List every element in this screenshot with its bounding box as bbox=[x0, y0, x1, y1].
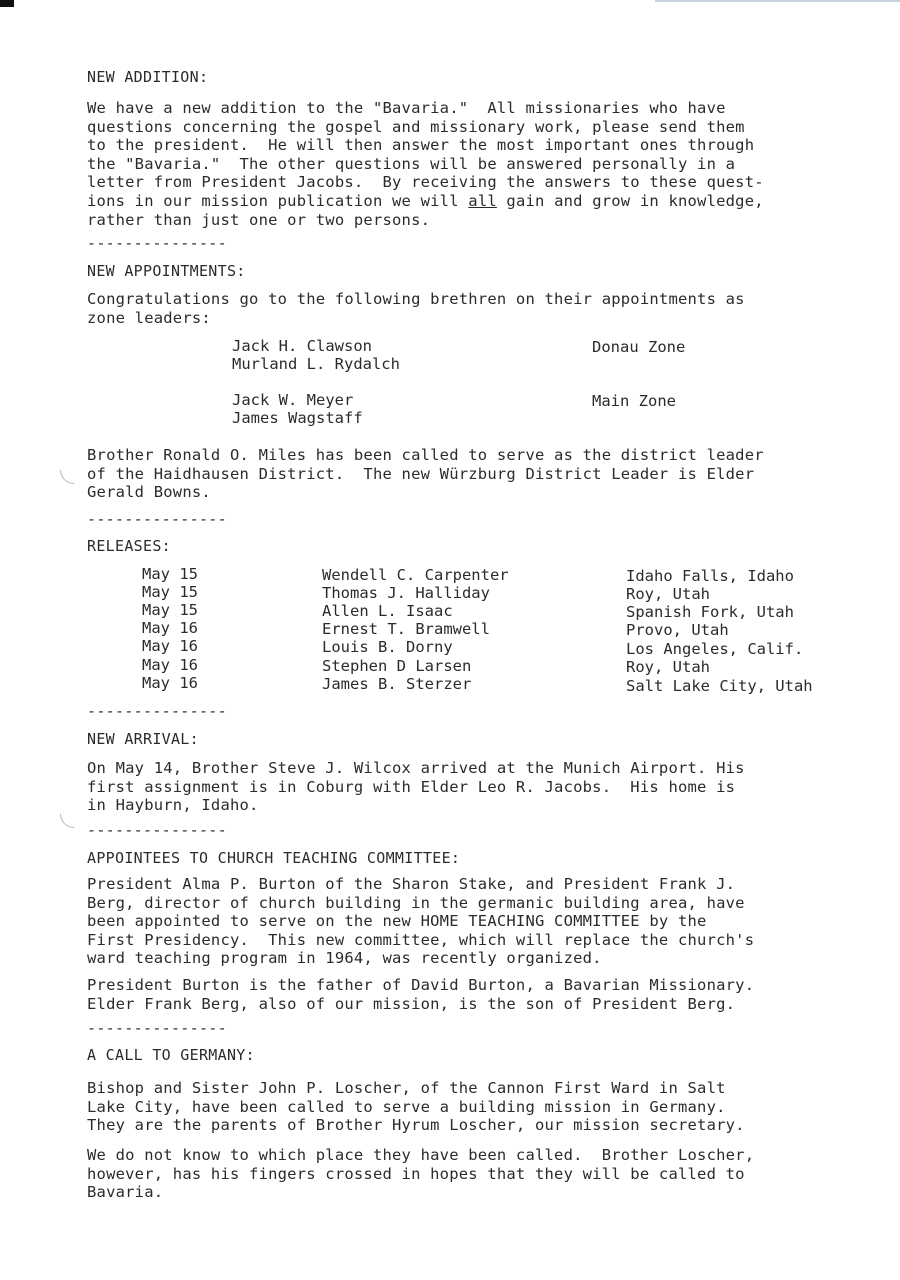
section-committee bbox=[87, 849, 877, 868]
section-new-addition bbox=[87, 68, 877, 87]
release-name: Ernest T. Bramwell bbox=[322, 620, 490, 638]
section-new-arrival bbox=[87, 730, 877, 749]
release-date: May 16 bbox=[142, 637, 198, 655]
text-line: We have a new addition to the "Bavaria." All missionaries who have bbox=[87, 99, 726, 117]
release-name: Wendell C. Carpenter bbox=[322, 566, 509, 584]
text-fragment: ions in our mission publication we will bbox=[87, 191, 469, 210]
zone-leader-name: Murland L. Rydalch bbox=[232, 355, 400, 373]
text-line: Bishop and Sister John P. Loscher, of the Cannon First Ward in Salt bbox=[87, 1079, 726, 1097]
text-line: however, has his fingers crossed in hopes that they will be called to bbox=[87, 1164, 745, 1183]
text-line: the "Bavaria." The other questions will be answered personally in a bbox=[87, 154, 736, 173]
text-line: They are the parents of Brother Hyrum Loscher, our mission secretary. bbox=[87, 1116, 745, 1135]
release-name: Allen L. Isaac bbox=[322, 602, 453, 620]
section-heading: NEW ARRIVAL: bbox=[87, 730, 199, 748]
text-line: Brother Ronald O. Miles has been called to serve as the district leader bbox=[87, 446, 764, 464]
release-date: May 15 bbox=[142, 583, 198, 601]
text-line: Lake City, have been called to serve a building mission in Germany. bbox=[87, 1097, 726, 1116]
release-name: James B. Sterzer bbox=[322, 675, 472, 693]
text-line: President Burton is the father of David Burton, a Bavarian Missionary. bbox=[87, 976, 755, 994]
release-home: Roy, Utah bbox=[626, 585, 710, 603]
text-line: ward teaching program in 1964, was recently organized. bbox=[87, 949, 602, 968]
release-date: May 16 bbox=[142, 656, 198, 674]
text-line: letter from President Jacobs. By receiving the answers to these quest- bbox=[87, 173, 764, 192]
section-new-appointments bbox=[87, 262, 877, 281]
zone-leader-name: James Wagstaff bbox=[232, 409, 363, 427]
section-heading: APPOINTEES TO CHURCH TEACHING COMMITTEE: bbox=[87, 849, 461, 867]
zone-name: Donau Zone bbox=[592, 338, 686, 356]
text-line: President Alma P. Burton of the Sharon Stake, and President Frank J. bbox=[87, 875, 736, 893]
release-home: Provo, Utah bbox=[626, 621, 729, 639]
scan-corner-mark bbox=[0, 0, 14, 7]
release-home: Idaho Falls, Idaho bbox=[626, 567, 794, 585]
appointments-intro bbox=[87, 290, 877, 327]
separator-line: --------------- bbox=[87, 821, 227, 839]
underlined-word: all bbox=[468, 191, 497, 210]
section-call-to-germany bbox=[87, 1046, 877, 1065]
text-line: zone leaders: bbox=[87, 308, 211, 327]
text-line: been appointed to serve on the new HOME TEACHING COMMITTEE by the bbox=[87, 912, 707, 931]
section-heading: RELEASES: bbox=[87, 537, 171, 555]
text-line: of the Haidhausen District. The new Würzburg District Leader is Elder bbox=[87, 464, 755, 483]
text-line: Congratulations go to the following brethren on their appointments as bbox=[87, 290, 745, 308]
section-heading: A CALL TO GERMANY: bbox=[87, 1046, 255, 1064]
text-line: We do not know to which place they have been called. Brother Loscher, bbox=[87, 1146, 755, 1164]
release-home: Salt Lake City, Utah bbox=[626, 677, 813, 695]
text-line: Elder Frank Berg, also of our mission, is the son of President Berg. bbox=[87, 994, 736, 1013]
release-date: May 16 bbox=[142, 674, 198, 692]
release-home: Spanish Fork, Utah bbox=[626, 603, 794, 621]
call-paragraph-2 bbox=[87, 1146, 877, 1202]
new-addition-paragraph bbox=[87, 99, 877, 229]
call-paragraph-1 bbox=[87, 1079, 877, 1135]
release-name: Thomas J. Halliday bbox=[322, 584, 490, 602]
committee-paragraph-1 bbox=[87, 875, 877, 968]
release-home: Los Angeles, Calif. bbox=[626, 640, 804, 658]
text-line: rather than just one or two persons. bbox=[87, 210, 431, 229]
text-fragment: gain and grow in knowledge, bbox=[496, 191, 764, 210]
release-home: Roy, Utah bbox=[626, 658, 710, 676]
release-date: May 16 bbox=[142, 619, 198, 637]
section-releases bbox=[87, 537, 877, 556]
scan-top-edge bbox=[655, 0, 900, 2]
zone-leader-name: Jack W. Meyer bbox=[232, 391, 354, 409]
text-line: Bavaria. bbox=[87, 1183, 164, 1202]
section-heading: NEW ADDITION: bbox=[87, 68, 209, 86]
text-line: First Presidency. This new committee, which will replace the church's bbox=[87, 930, 755, 949]
section-heading: NEW APPOINTMENTS: bbox=[87, 262, 246, 280]
release-name: Louis B. Dorny bbox=[322, 638, 453, 656]
text-line: Gerald Bowns. bbox=[87, 483, 211, 502]
text-line: On May 14, Brother Steve J. Wilcox arrived at the Munich Airport. His bbox=[87, 759, 745, 777]
separator-line: --------------- bbox=[87, 1019, 227, 1037]
release-name: Stephen D Larsen bbox=[322, 657, 472, 675]
separator-line: --------------- bbox=[87, 234, 227, 252]
text-line: Berg, director of church building in the germanic building area, have bbox=[87, 893, 745, 912]
text-line: questions concerning the gospel and missionary work, please send them bbox=[87, 117, 745, 136]
separator-line: --------------- bbox=[87, 510, 227, 528]
text-line: first assignment is in Coburg with Elder Leo R. Jacobs. His home is bbox=[87, 777, 736, 796]
committee-paragraph-2 bbox=[87, 976, 877, 1013]
separator-line: --------------- bbox=[87, 702, 227, 720]
zone-name: Main Zone bbox=[592, 392, 676, 410]
release-date: May 15 bbox=[142, 601, 198, 619]
new-arrival-paragraph bbox=[87, 759, 877, 815]
district-paragraph bbox=[87, 446, 877, 502]
text-line: to the president. He will then answer the most important ones through bbox=[87, 136, 755, 155]
release-date: May 15 bbox=[142, 565, 198, 583]
text-line bbox=[87, 192, 877, 211]
text-line: in Hayburn, Idaho. bbox=[87, 796, 259, 815]
zone-leader-name: Jack H. Clawson bbox=[232, 337, 372, 355]
